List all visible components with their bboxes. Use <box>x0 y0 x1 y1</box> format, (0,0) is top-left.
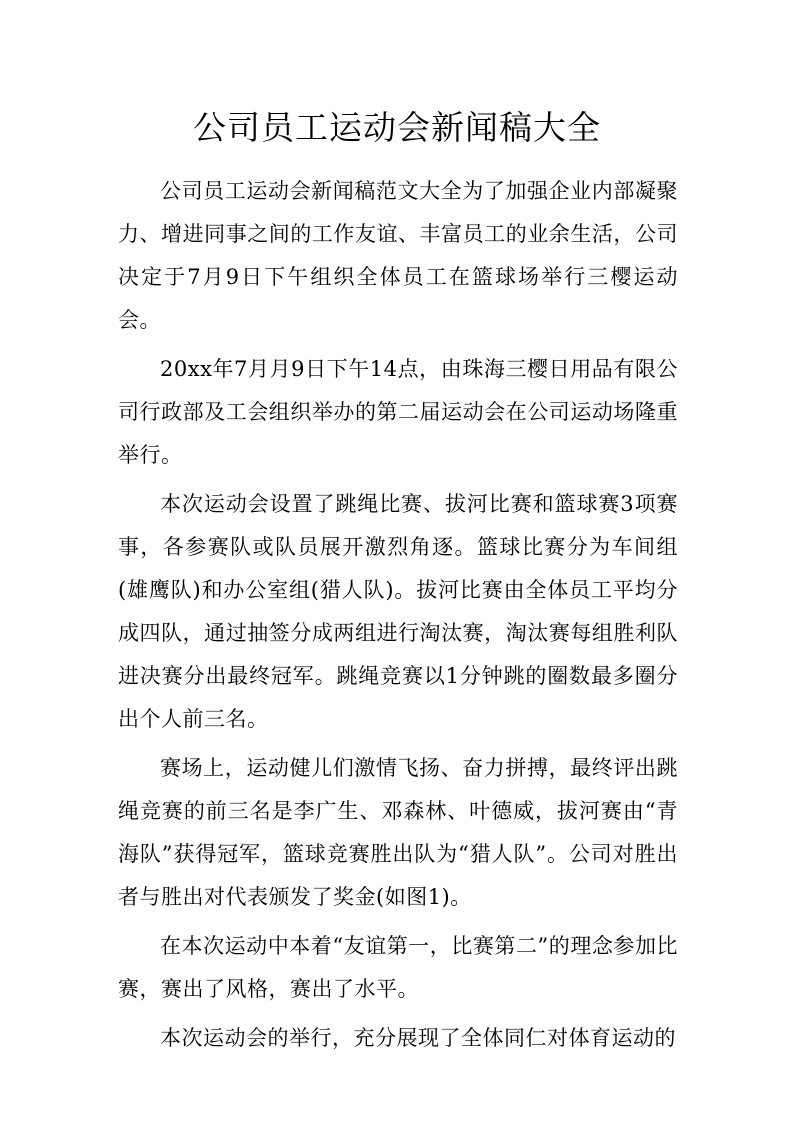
paragraph-results: 赛场上，运动健儿们激情飞扬、奋力拼搏，最终评出跳绳竞赛的前三名是李广生、邓森林、叶德威，拔河赛由“青海队”获得冠军，篮球竞赛胜出队为“猎人队”。公司对胜出者与胜出对代表颁发了奖金(如图1)。 <box>118 756 678 909</box>
paragraph-conclusion: 本次运动会的举行，充分展现了全体同仁对体育运动的 <box>160 1026 676 1050</box>
paragraph-spirit: 在本次运动中本着“友谊第一，比赛第二”的理念参加比赛，赛出了风格，赛出了水平。 <box>118 934 678 1001</box>
paragraph-events: 本次运动会设置了跳绳比赛、拔河比赛和篮球赛3项赛事，各参赛队或队员展开激烈角逐。篮球比赛分为车间组(雄鹰队)和办公室组(猎人队)。拔河比赛由全体员工平均分成四队，通过抽签分成两组进行淘汰赛，淘汰赛每组胜利队进决赛分出最终冠军。跳绳竞赛以1分钟跳的圈数最多圈分出个人前三名。 <box>118 492 678 731</box>
paragraph-event-time: 20xx年7月月9日下午14点，由珠海三樱日用品有限公司行政部及工会组织举办的第二届运动会在公司运动场隆重举行。 <box>118 357 678 467</box>
paragraph-intro: 公司员工运动会新闻稿范文大全为了加强企业内部凝聚力、增进同事之间的工作友谊、丰富员工的业余生活，公司决定于7月9日下午组织全体员工在篮球场举行三樱运动会。 <box>118 179 678 332</box>
document-title: 公司员工运动会新闻稿大全 <box>193 108 601 147</box>
document-body <box>118 170 678 1066</box>
